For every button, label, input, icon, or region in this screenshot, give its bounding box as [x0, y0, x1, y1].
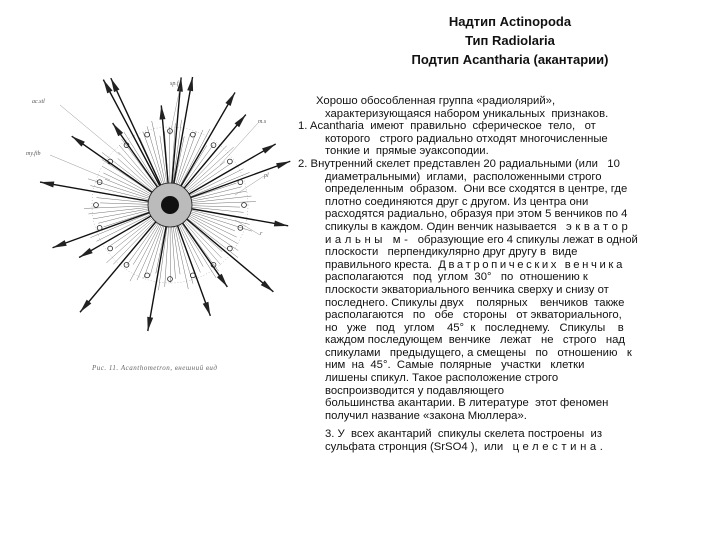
myoneme-tuft	[242, 203, 247, 208]
point-2-line: диаметральными) иглами, расположенными строго	[325, 170, 602, 183]
point-1-line: тонкие и прямые эуаксоподии.	[325, 145, 489, 158]
myoneme-tuft	[168, 129, 173, 134]
spicule-tip	[103, 80, 112, 94]
intro-line: характеризующаяся набором уникальных признаков.	[325, 107, 609, 120]
figure-label: sp.f	[170, 81, 179, 87]
point-2-line: плоскости экваториального венчика сверху и снизу от	[325, 283, 609, 296]
point-1-line: 1. Acantharia имеют правильно сферическое тело, от	[298, 120, 596, 133]
figure-label: r	[260, 231, 263, 237]
spicule-tip	[203, 302, 211, 316]
myoneme-tuft	[168, 277, 173, 282]
point-2-line: расходятся радиально, образуя при этом 5 венчиков по 4	[325, 208, 628, 221]
myoneme-tuft	[227, 246, 232, 251]
myoneme-tuft	[124, 262, 129, 267]
spaced-term: целестина.	[512, 441, 607, 454]
title-superphylum: Надтип Actinopoda	[448, 14, 572, 29]
spicule-tip	[147, 317, 153, 331]
spicule-tip	[225, 92, 235, 106]
spicule-tip	[53, 240, 67, 248]
axopodium-line	[190, 196, 252, 203]
point-2-text: образующие его 4 спикулы лежат в одной	[411, 233, 638, 246]
spicule-tip	[72, 136, 85, 146]
axopodium-line	[187, 215, 237, 244]
myoneme-tuft	[227, 159, 232, 164]
figure-label: ac.stl	[32, 99, 45, 105]
spicule-tip	[79, 248, 93, 258]
point-2-line: плотно соединяются друг с другом. Из центра они	[325, 195, 589, 208]
acantharia-figure	[20, 55, 310, 385]
axopodium-line	[88, 207, 150, 214]
point-2-line: последнего. Спикулы двух полярных венчиков также	[325, 296, 625, 309]
spicule-tip	[113, 123, 123, 136]
point-2-line: но уже под углом 45° к последнему. Спикулы в	[325, 321, 624, 334]
point-3-text: сульфата стронция (SrSO4 ), или	[325, 441, 504, 454]
point-2-line: каждом последующем венчике лежат не строго над	[325, 334, 625, 347]
figure-label: my.fib	[26, 151, 41, 157]
label-leader	[220, 123, 258, 165]
acantharia-drawing	[20, 55, 310, 385]
point-2-line: лишены спикул. Такое расположение строго	[325, 372, 559, 385]
point-2-line: спикулами предыдущего, а смещены по отношению к	[325, 346, 632, 359]
spaced-term: Дватропических венчика	[438, 258, 626, 271]
point-2-line	[298, 259, 708, 272]
spicule-tip	[160, 105, 166, 119]
axopodium-line	[173, 225, 180, 274]
intro-line: Хорошо обособленная группа «радиолярий»,	[316, 95, 556, 107]
axopodium-line	[104, 211, 151, 227]
point-2-line: 2. Внутренний скелет представлен 20 радиальными (или 10	[298, 157, 620, 170]
point-3-line	[298, 441, 708, 454]
label-leader	[235, 176, 264, 195]
figure-label: pl	[264, 173, 269, 179]
label-leader	[235, 220, 263, 237]
axopodium-line	[103, 173, 152, 196]
spicule-junction	[161, 196, 179, 214]
myoneme-tuft	[238, 180, 243, 185]
point-2-text: спикулы в каждом. Один венчик называется	[325, 220, 557, 233]
point-2-line: плоскости перпендикулярно друг другу в виде	[325, 246, 578, 259]
point-3-line: 3. У всех акантарий спикулы скелета построены из	[325, 428, 603, 441]
spicule-tip	[217, 274, 227, 287]
spicule-tip	[274, 220, 288, 226]
axopodium-line	[102, 166, 152, 195]
spicule-tip	[111, 78, 120, 92]
myoneme-tuft	[97, 225, 102, 230]
spicule-tip	[187, 77, 193, 91]
point-2-line: определенным образом. Они все сходятся в центре, где	[325, 183, 628, 196]
point-2-line: получил название «закона Мюллера».	[325, 409, 527, 422]
figure-label: m.s	[258, 119, 267, 125]
myoneme-tuft	[108, 246, 113, 251]
label-leader	[50, 155, 110, 180]
axopodium-line	[190, 206, 240, 207]
title-subphylum: Подтип Acantharia (акантарии)	[411, 52, 609, 67]
spicule-tip	[262, 144, 276, 154]
point-1-line: которого строго радиально отходят многочисленные	[325, 132, 608, 145]
myoneme-tuft	[145, 132, 150, 137]
label-leader	[60, 105, 120, 155]
myoneme-tuft	[190, 132, 195, 137]
point-2-line: располагаются под углом 30° по отношению к	[325, 271, 588, 284]
axopodium-line	[100, 203, 150, 204]
figure-caption: Рис. 11. Acanthometron, внешний вид	[92, 364, 218, 372]
point-2-line	[298, 234, 708, 247]
myoneme-tuft	[94, 203, 99, 208]
axopodium-line	[184, 146, 227, 191]
point-2-line: располагаются по обе стороны от экваториального,	[325, 309, 622, 322]
spicule-tip	[40, 182, 54, 188]
spaced-term: иальны м-	[325, 233, 412, 246]
title-block	[360, 12, 660, 69]
axopodium-line	[158, 225, 167, 290]
point-2-line: ним на 45°. Самые полярные участки клетки	[325, 359, 585, 372]
spaced-term: экватор	[565, 220, 632, 233]
axopodium-line	[156, 225, 166, 274]
axopodium-line	[113, 219, 156, 264]
point-2-line	[298, 221, 708, 234]
axopodium-line	[189, 183, 236, 199]
axopodium-line	[187, 216, 239, 250]
point-2-text: правильного креста.	[325, 258, 432, 271]
point-2-line: воспроизводится у подавляющего	[325, 384, 505, 397]
myoneme-tuft	[211, 143, 216, 148]
title-phylum: Тип Radiolaria	[465, 33, 555, 48]
axopodium-line	[171, 225, 175, 279]
myoneme-tuft	[145, 273, 150, 278]
myoneme-tuft	[190, 273, 195, 278]
point-2-line: большинства акантарии. В литературе этот феномен	[325, 397, 609, 410]
body-text	[298, 95, 708, 454]
spicule-tip	[276, 161, 290, 169]
